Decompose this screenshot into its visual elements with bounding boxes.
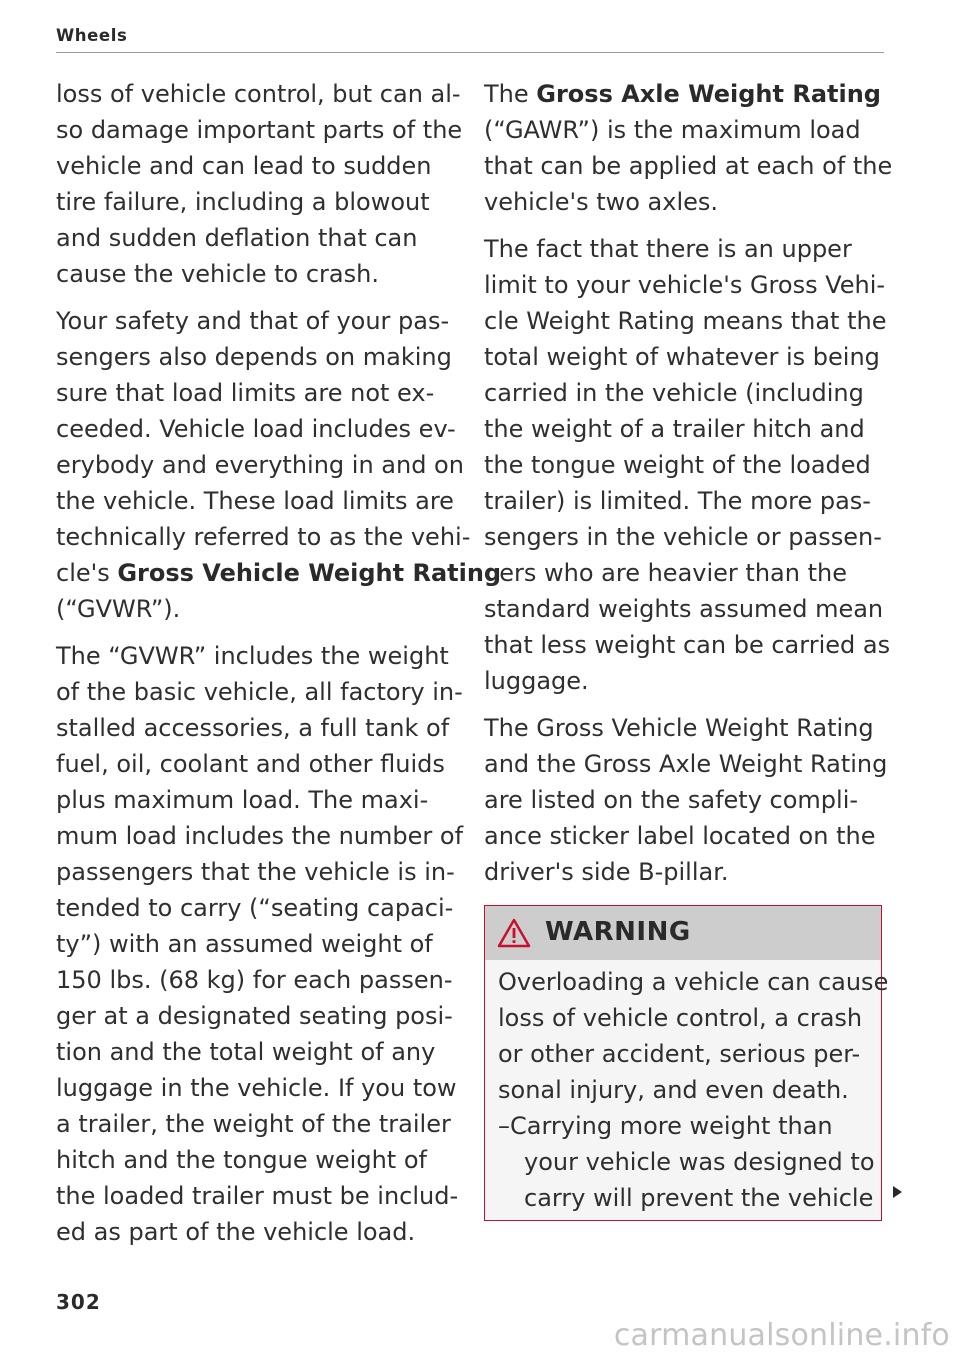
text-line: of the basic vehicle, all factory in- [56, 678, 463, 706]
paragraph-gawr [484, 76, 893, 220]
text-line: (“GAWR”) is the maximum load [484, 116, 861, 144]
paragraph-gvwr-includes [56, 638, 464, 1250]
text-line: are listed on the safety compli- [484, 786, 859, 814]
text-line: and the Gross Axle Weight Rating [484, 750, 888, 778]
text-line: ceeded. Vehicle load includes ev- [56, 415, 456, 443]
text-line: technically referred to as the vehi- [56, 523, 471, 551]
text-line: the tongue weight of the loaded [484, 451, 871, 479]
text-line: tion and the total weight of any [56, 1038, 436, 1066]
text-line: so damage important parts of the [56, 116, 463, 144]
text-line: hitch and the tongue weight of [56, 1146, 427, 1174]
term-gawr: Gross Axle Weight Rating [536, 80, 881, 108]
text-line: Your safety and that of your pas- [56, 307, 450, 335]
text-line: and sudden deflation that can [56, 224, 418, 252]
warning-header [485, 906, 881, 960]
text-line: fuel, oil, coolant and other fluids [56, 750, 445, 778]
text-line: that less weight can be carried as [484, 631, 891, 659]
text-line: cle Weight Rating means that the [484, 307, 887, 335]
text-line: erybody and everything in and on [56, 451, 464, 479]
text-line: loss of vehicle control, but can al- [56, 80, 461, 108]
warning-title: WARNING [545, 917, 691, 947]
text-line: 150 lbs. (68 kg) for each passen- [56, 966, 453, 994]
text-line: sengers also depends on making [56, 343, 452, 371]
text-line: the loaded trailer must be includ- [56, 1182, 459, 1210]
text-line: that can be applied at each of the [484, 152, 893, 180]
paragraph-safety-sticker [484, 710, 888, 890]
text-line: stalled accessories, a full tank of [56, 714, 450, 742]
text-line: luggage. [484, 667, 589, 695]
text-line: cause the vehicle to crash. [56, 260, 379, 288]
warning-line: Overloading a vehicle can cause [498, 968, 889, 996]
text-line: gers who are heavier than the [484, 559, 847, 587]
text-line: ty”) with an assumed weight of [56, 930, 433, 958]
warning-line: sonal injury, and even death. [498, 1076, 849, 1104]
text-line: vehicle's two axles. [484, 188, 719, 216]
text-line: the weight of a trailer hitch and [484, 415, 865, 443]
text-line: The fact that there is an upper [484, 235, 852, 263]
warning-line: loss of vehicle control, a crash [498, 1004, 863, 1032]
text-line: ger at a designated seating posi- [56, 1002, 453, 1030]
right-column [484, 76, 893, 901]
warning-triangle-icon [497, 918, 531, 948]
paragraph-upper-limit [484, 231, 891, 699]
watermark: carmanualsonline.info [613, 1318, 950, 1353]
text-line: ed as part of the vehicle load. [56, 1218, 416, 1246]
text-line: (“GVWR”). [56, 595, 181, 623]
text-line: ance sticker label located on the [484, 822, 876, 850]
page-header [56, 22, 884, 53]
warning-bullet-line: –Carrying more weight than [498, 1112, 833, 1140]
warning-bullet-line: carry will prevent the vehicle [524, 1184, 874, 1212]
page-number: 302 [56, 1290, 101, 1314]
text-line: The Gross Vehicle Weight Rating [484, 714, 874, 742]
text-line: carried in the vehicle (including [484, 379, 864, 407]
warning-line: or other accident, serious per- [498, 1040, 861, 1068]
text-line: plus maximum load. The maxi- [56, 786, 429, 814]
text-line: trailer) is limited. The more pas- [484, 487, 871, 515]
left-column [56, 76, 502, 1261]
text-line [56, 555, 502, 591]
text-line: total weight of whatever is being [484, 343, 880, 371]
warning-body [485, 960, 889, 1216]
text-line [484, 76, 884, 112]
text-line: passengers that the vehicle is in- [56, 858, 455, 886]
text-line: luggage in the vehicle. If you tow [56, 1074, 457, 1102]
text-line: tended to carry (“seating capaci- [56, 894, 454, 922]
paragraph-load-limits [56, 303, 502, 627]
text-line: sengers in the vehicle or passen- [484, 523, 882, 551]
text-line: the vehicle. These load limits are [56, 487, 454, 515]
text-fragment: The [484, 80, 537, 108]
warning-bullet-line: your vehicle was designed to [524, 1148, 875, 1176]
text-line: a trailer, the weight of the trailer [56, 1110, 451, 1138]
text-line: The “GVWR” includes the weight [56, 642, 449, 670]
text-fragment: cle's [56, 559, 118, 587]
term-gvwr: Gross Vehicle Weight Rating [117, 559, 502, 587]
text-line: limit to your vehicle's Gross Vehi- [484, 271, 886, 299]
section-title: Wheels [56, 26, 128, 45]
continue-arrow-icon [893, 1186, 902, 1198]
text-line: mum load includes the number of [56, 822, 464, 850]
text-line: driver's side B-pillar. [484, 858, 729, 886]
text-line: vehicle and can lead to sudden [56, 152, 432, 180]
text-line: tire failure, including a blowout [56, 188, 430, 216]
warning-box [484, 905, 889, 1221]
text-line: standard weights assumed mean [484, 595, 884, 623]
paragraph-tire-failure [56, 76, 463, 292]
text-line: sure that load limits are not ex- [56, 379, 435, 407]
